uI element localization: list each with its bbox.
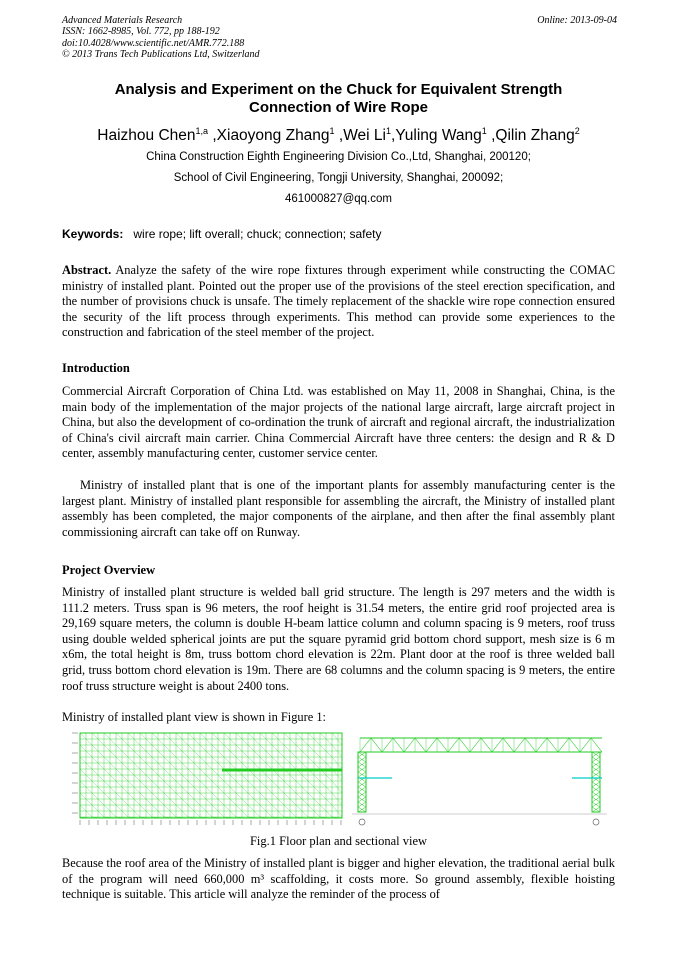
title-line-2: Connection of Wire Rope <box>248 99 429 116</box>
truss-diagonal <box>470 738 481 752</box>
affiliation-1: China Construction Eighth Engineering Division Co.,Ltd, Shanghai, 200120; <box>146 151 531 163</box>
copyright-line: © 2013 Trans Tech Publications Ltd, Switzerland <box>62 49 260 61</box>
floor-plan-drawing <box>72 733 342 825</box>
truss-diagonal <box>525 738 536 752</box>
truss-diagonal <box>514 738 525 752</box>
truss-diagonal <box>481 738 492 752</box>
author-separator: , <box>334 127 344 144</box>
grid-axis-bubble-right <box>593 819 599 825</box>
issn-line: ISSN: 1662-8985, Vol. 772, pp 188-192 <box>62 26 220 38</box>
running-header <box>62 15 617 61</box>
truss-diagonal <box>382 738 393 752</box>
introduction-paragraph-1: Commercial Aircraft Corporation of China Ltd. was established on May 11, 2008 in Shanghai, China, is the main body of the implementation of the major projects of the national large aircraft, large aircraft project in China, but also the development of co-ordination the trunk of aircraft and regional aircraft, the industrialization of China's civil aircraft main carrier. China Commercial Aircraft have three centers: the design and R & D center, assembly manufacturing center, customer service center. <box>62 384 615 461</box>
author-affil-mark: 1 <box>385 126 391 136</box>
truss-diagonal <box>404 738 415 752</box>
keywords-text: wire rope; lift overall; chuck; connection; safety <box>133 227 382 241</box>
truss-diagonal <box>558 738 569 752</box>
online-date: Online: 2013-09-04 <box>537 15 617 26</box>
keywords-label: Keywords: <box>62 227 124 241</box>
abstract-label: Abstract. <box>62 263 112 277</box>
affiliation-2: School of Civil Engineering, Tongji University, Shanghai, 200092; <box>173 172 504 184</box>
truss-diagonal <box>569 738 580 752</box>
abstract <box>62 263 615 341</box>
truss-diagonal <box>503 738 514 752</box>
floor-plan-axis-ticks <box>80 820 341 825</box>
author-affil-mark: 1,a <box>195 126 209 136</box>
truss-diagonal <box>448 738 459 752</box>
project-overview-paragraph-1: Ministry of installed plant structure is welded ball grid structure. The length is 297 meters and the width is 111.2 meters. Truss span is 96 meters, the roof height is 31.54 meters, the entire grid roof projected area is 29,169 square meters, the column is double H-beam lattice column and column spacing is 9 meters, roof truss using double welded spherical joints are put the square pyramid grid bottom chord support, mesh size is 6 m x6m, the total height is 8m, truss bottom chord elevation is 22m. Plant door at the roof is three welded ball grid, truss bottom chord elevation is 19m. There are 68 columns and the column spacing is 9 meters, the entire roof truss structure weight is about 2400 tons. <box>62 585 615 693</box>
truss-web-members <box>360 738 602 752</box>
author-affil-mark: 1 <box>481 126 487 136</box>
figure-1 <box>62 730 615 830</box>
author-affil-mark: 1 <box>329 126 335 136</box>
doi-line: doi:10.4028/www.scientific.net/AMR.772.188 <box>62 37 245 49</box>
floor-plan-grid <box>80 733 342 818</box>
truss-diagonal <box>580 738 591 752</box>
section-heading-project-overview: Project Overview <box>62 563 156 577</box>
author: Xiaoyong Zhang <box>216 127 330 144</box>
author-email[interactable]: 461000827@qq.com <box>285 193 392 205</box>
section-view-drawing <box>352 738 607 825</box>
body-paragraph-continued: Because the roof area of the Ministry of installed plant is bigger and higher elevation, the traditional aerial bulk of the program will need 660,000 m³ scaffolding, it costs more. So ground assembly, flexible hoisting technique is suitable. This article will analyze the reminder of the process of <box>62 856 615 902</box>
truss-diagonal <box>591 738 602 752</box>
keywords <box>62 227 381 241</box>
author-list <box>62 121 615 146</box>
project-overview-paragraph-2: Ministry of installed plant view is shown in Figure 1: <box>62 710 326 724</box>
truss-diagonal <box>536 738 547 752</box>
introduction-paragraph-2: Ministry of installed plant that is one of the important plants for assembly manufacturing center is the largest plant. Ministry of installed plant responsible for assembling the aircraft, the Ministry of installed plant assembly has been completed, the major components of the airplane, and then after the final assembly plant commissioning aircraft can take off on Runway. <box>62 478 615 539</box>
abstract-text: Analyze the safety of the wire rope fixtures through experiment while constructing the COMAC ministry of installed plant. Pointed out the proper use of the provisions of the steel erection specification, and the number of provisions chuck is unsafe. The timely replacement of the shackle wire rope connection ensured the security of the lift process through experiments. This method can provide some experiences to the construction and fabrication of the steel member of the project. <box>62 263 615 340</box>
truss-diagonal <box>415 738 426 752</box>
author: Yuling Wang <box>395 127 482 144</box>
author-separator: , <box>391 127 396 144</box>
journal-name: Advanced Materials Research <box>62 15 183 26</box>
paper-title <box>62 81 615 117</box>
truss-diagonal <box>360 738 371 752</box>
truss-diagonal <box>393 738 404 752</box>
author-separator: , <box>486 127 496 144</box>
author: Wei Li <box>343 127 386 144</box>
truss-diagonal <box>437 738 448 752</box>
truss-diagonal <box>459 738 470 752</box>
truss-diagonal <box>492 738 503 752</box>
section-heading-introduction: Introduction <box>62 361 130 375</box>
author: Qilin Zhang <box>495 127 575 144</box>
truss-diagonal <box>371 738 382 752</box>
author-separator: , <box>208 127 217 144</box>
grid-axis-bubble-left <box>359 819 365 825</box>
floor-plan-axis-ticks-left <box>72 733 78 813</box>
author-affil-mark: 2 <box>574 126 580 136</box>
truss-diagonal <box>547 738 558 752</box>
figure-1-caption: Fig.1 Floor plan and sectional view <box>249 834 428 848</box>
title-line-1: Analysis and Experiment on the Chuck for Equivalent Strength <box>114 81 563 98</box>
column-lattice-bracing <box>358 752 600 812</box>
author: Haizhou Chen <box>97 127 196 144</box>
truss-diagonal <box>426 738 437 752</box>
